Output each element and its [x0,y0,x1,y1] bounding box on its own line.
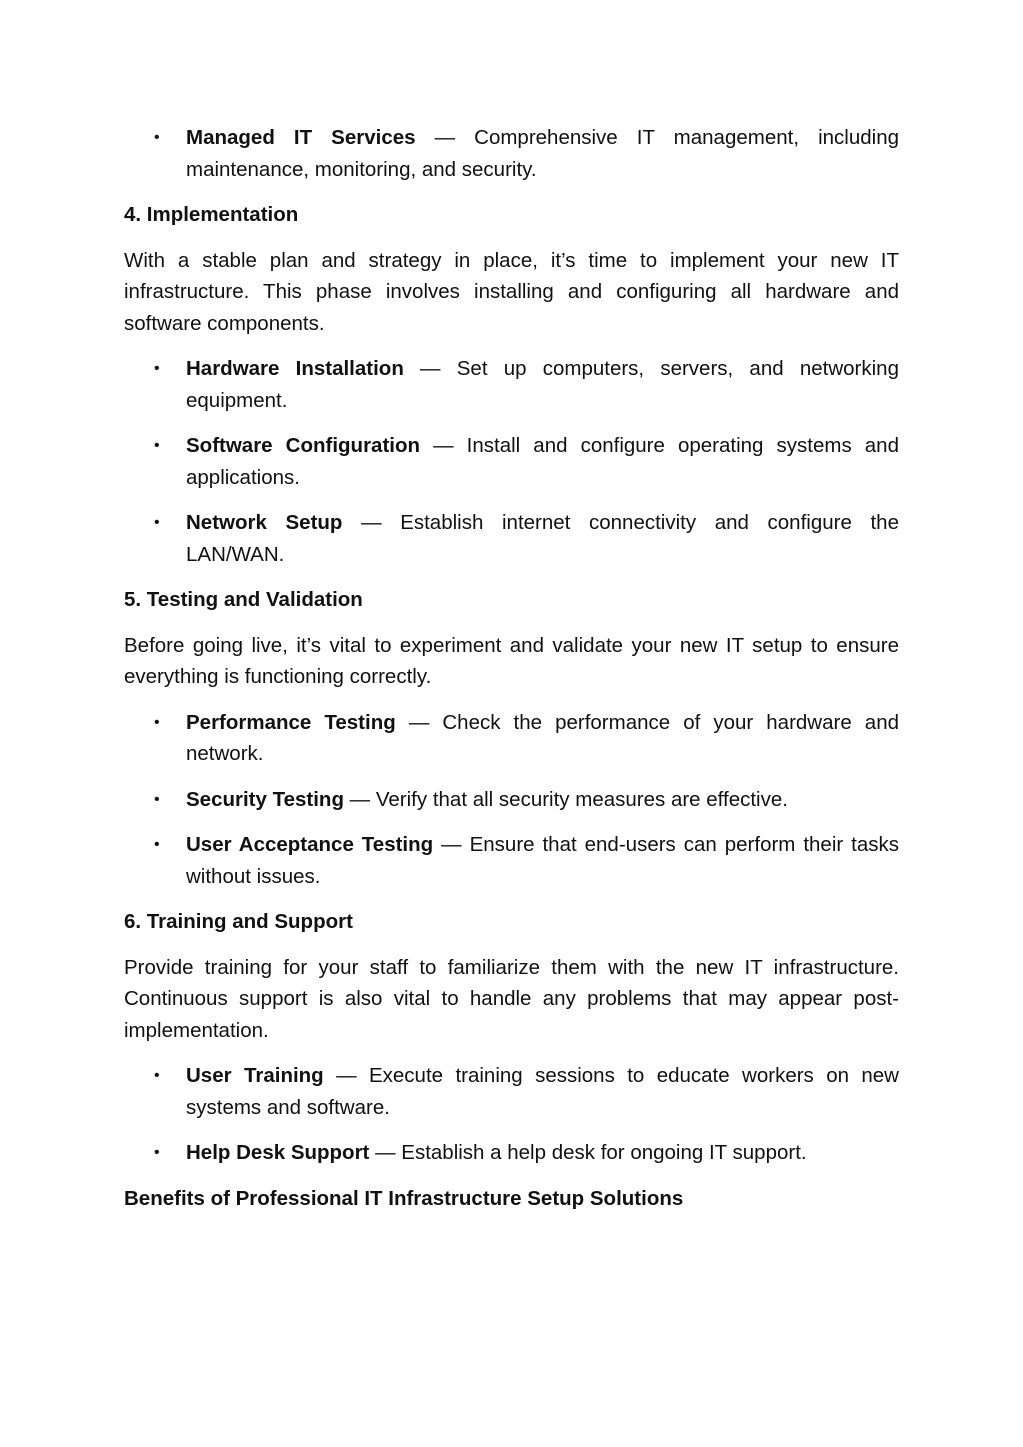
bullet-icon: • [154,836,160,853]
list-item [124,1137,899,1169]
bullet-icon: • [154,360,160,377]
list-item-term: Hardware Installation [186,357,404,380]
list-item-term: Network Setup [186,511,343,534]
list-item-term: Help Desk Support [186,1141,370,1164]
list-item-term: User Acceptance Testing [186,833,434,856]
paragraph: Before going live, it’s vital to experiment and validate your new IT setup to ensure everything is functioning correctly. [124,633,899,688]
paragraph: Provide training for your staff to familiarize them with the new IT infrastructure. Continuous support is also vital to handle any problems that may appear post-implementation. [124,955,899,1042]
list-item-text: — Establish internet connectivity and configure the LAN/WAN. [186,511,899,566]
document-page [124,122,899,1228]
section-heading: 5. Testing and Validation [124,588,363,611]
section-heading: 6. Training and Support [124,910,353,933]
list-item-text: — Set up computers, servers, and networking equipment. [186,357,899,412]
list-item [124,430,899,493]
list-item-term: Performance Testing [186,710,396,734]
list-item [124,122,899,185]
list-item-text: — Ensure that end-users can perform their tasks without issues. [186,833,900,888]
paragraph: With a stable plan and strategy in place, it’s time to implement your new IT infrastructure. This phase involves installing and configuring all hardware and software components. [124,248,899,335]
bullet-icon: • [154,129,160,146]
list-item-text: — Install and configure operating systems and applications. [186,434,899,489]
list-item-term: User Training [186,1064,324,1087]
list-item-text: — Execute training sessions to educate workers on new systems and software. [186,1064,899,1119]
list-item-term: Software Configuration [186,434,421,457]
list-item [124,353,899,416]
list-item [124,507,899,570]
bullet-icon: • [154,713,160,731]
bullet-icon: • [154,790,160,808]
list-item-text: — Verify that all security measures are effective. [343,787,788,811]
list-item-term: Security Testing [186,787,344,811]
list-item-term: Managed IT Services [186,126,416,149]
list-item [124,1060,899,1123]
section-heading: 4. Implementation [124,203,299,226]
section-heading: Benefits of Professional IT Infrastructure Setup Solutions [124,1186,684,1210]
list-item-text: — Establish a help desk for ongoing IT support. [369,1141,807,1164]
bullet-icon: • [154,437,160,454]
list-item [124,707,899,770]
list-item-text: — Check the performance of your hardware and network. [186,710,899,765]
bullet-icon: • [154,514,160,531]
bullet-icon: • [154,1144,160,1161]
list-item [124,829,899,892]
list-item [124,784,899,816]
bullet-icon: • [154,1067,160,1084]
list-item-text: — Comprehensive IT management, including maintenance, monitoring, and security. [186,126,899,181]
